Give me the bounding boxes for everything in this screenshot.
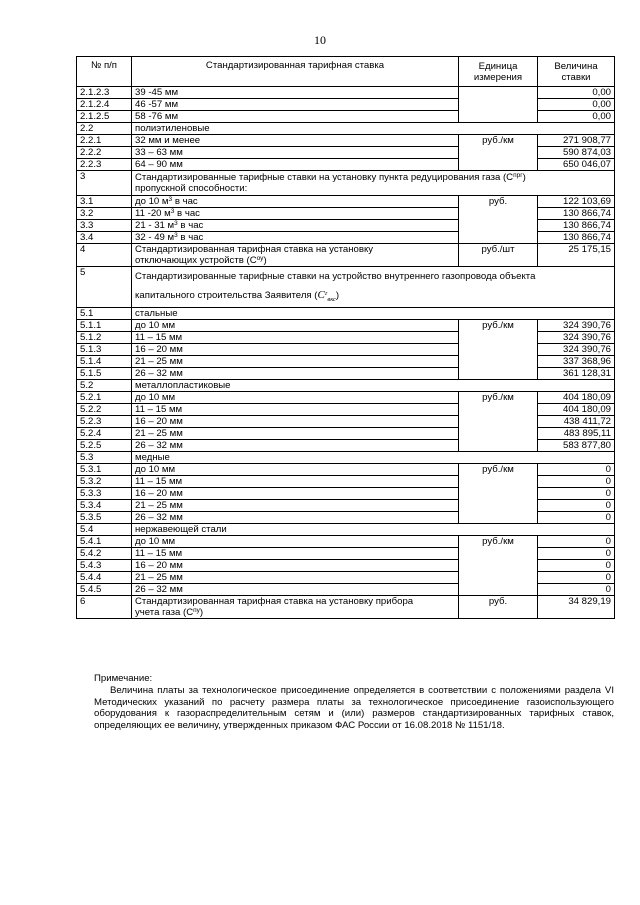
row-num: 2.2.1: [77, 135, 132, 147]
row-value: 438 411,72: [538, 416, 615, 428]
section-title-sup: прг: [513, 172, 523, 179]
row-value: 324 390,76: [538, 320, 615, 332]
row-value: 0,00: [538, 87, 615, 99]
formula-sup: г: [324, 290, 328, 297]
group-num: 5.1: [77, 308, 132, 320]
row-desc: 21 – 25 мм: [132, 428, 459, 440]
header-value: [538, 57, 615, 87]
row-num: 2.1.2.5: [77, 111, 132, 123]
header-rate: Стандартизированная тарифная ставка: [132, 57, 459, 87]
table-row: [77, 244, 615, 267]
row-value: 0: [538, 476, 615, 488]
header-value-line1: Величина: [554, 60, 598, 72]
notes-text: Величина платы за технологическое присоединение определяется в соответствии с положениями раздела VI Методических указаний по расчету размера платы за технологическое присоединение газоиспользующего оборудования к газораспределительным сетям и (или) размеров стандартизированных тарифных ставок, определяющих ее величину, утвержденных приказом ФАС России от 16.08.2018 № 1151/18.: [94, 685, 614, 731]
row-desc: 39 -45 мм: [132, 87, 459, 99]
row-desc-end: в час: [174, 208, 200, 219]
row-value: 0,00: [538, 99, 615, 111]
row-num: 5.2.1: [77, 392, 132, 404]
row-desc: 11 – 15 мм: [132, 548, 459, 560]
row-value: 404 180,09: [538, 404, 615, 416]
row-desc-line1: Стандартизированная тарифная ставка на установку прибора: [135, 596, 414, 608]
row-num: 3.3: [77, 220, 132, 232]
row-num: 5.4.3: [77, 560, 132, 572]
row-num: 5.1.5: [77, 368, 132, 380]
row-desc-line2: отключающих устройств (С: [135, 255, 257, 266]
row-unit: руб./км: [459, 464, 538, 524]
group-num: 5.2: [77, 380, 132, 392]
row-value: 271 908,77: [538, 135, 615, 147]
row-unit: руб./шт: [459, 244, 538, 267]
table-row: [77, 87, 615, 99]
page-number: 10: [314, 33, 326, 47]
group-row: [77, 452, 615, 464]
row-desc-sup: 3: [174, 232, 178, 239]
row-desc: 21 – 25 мм: [132, 572, 459, 584]
notes-title: Примечание:: [94, 673, 153, 684]
row-num: 5.2.2: [77, 404, 132, 416]
row-value: 130 866,74: [538, 232, 615, 244]
row-value: 361 128,31: [538, 368, 615, 380]
row-desc: 33 – 63 мм: [132, 147, 459, 159]
section-title-text: капитального строительства Заявителя (: [135, 290, 318, 301]
section-row: [77, 171, 615, 196]
section-title: полиэтиленовые: [132, 123, 615, 135]
row-value: 324 390,76: [538, 332, 615, 344]
group-title: металлопластиковые: [132, 380, 615, 392]
section-num: 2.2: [77, 123, 132, 135]
row-desc: [132, 208, 459, 220]
row-desc: [132, 596, 459, 619]
table-row: [77, 135, 615, 147]
row-value: 324 390,76: [538, 344, 615, 356]
formula-main: С: [317, 289, 325, 301]
row-num: 5.2.4: [77, 428, 132, 440]
row-value: 0: [538, 488, 615, 500]
row-desc-sup: оу: [256, 255, 264, 262]
section-title: [132, 171, 615, 196]
formula-sub: вкс: [327, 296, 336, 304]
section-num: 3: [77, 171, 132, 196]
section-title-line2: пропускной способности:: [135, 183, 248, 194]
row-value: 0: [538, 584, 615, 596]
section-title: [132, 267, 615, 308]
row-num: 5.1.4: [77, 356, 132, 368]
row-num: 5.3.4: [77, 500, 132, 512]
table-row: [77, 320, 615, 332]
row-unit: руб./км: [459, 135, 538, 171]
header-unit: [459, 57, 538, 87]
row-num: 6: [77, 596, 132, 619]
row-desc: 26 – 32 мм: [132, 512, 459, 524]
table-row: [77, 464, 615, 476]
row-desc: 16 – 20 мм: [132, 344, 459, 356]
row-num: 5.1.2: [77, 332, 132, 344]
row-desc: 16 – 20 мм: [132, 416, 459, 428]
section-title-line2: [135, 290, 339, 305]
row-num: 2.1.2.4: [77, 99, 132, 111]
section-title-end: ): [522, 172, 526, 183]
row-num: 4: [77, 244, 132, 267]
row-value: 0: [538, 548, 615, 560]
row-num: 5.4.2: [77, 548, 132, 560]
header-value-line2: ставки: [561, 71, 591, 83]
row-desc: 21 – 25 мм: [132, 500, 459, 512]
section-row: [77, 123, 615, 135]
row-desc: 11 – 15 мм: [132, 332, 459, 344]
row-desc-sup: 3: [168, 196, 173, 203]
row-desc: 11 – 15 мм: [132, 404, 459, 416]
group-row: [77, 380, 615, 392]
row-value: 337 368,96: [538, 356, 615, 368]
row-desc: 46 -57 мм: [132, 99, 459, 111]
row-num: 5.3.5: [77, 512, 132, 524]
row-num: 5.3.2: [77, 476, 132, 488]
row-desc-sup: 3: [170, 208, 175, 215]
row-num: 3.1: [77, 196, 132, 208]
row-num: 5.1.1: [77, 320, 132, 332]
row-desc-text: 11 -20 м: [135, 208, 171, 219]
group-title: медные: [132, 452, 615, 464]
row-desc-end: в час: [172, 196, 198, 207]
table-body: [77, 87, 615, 619]
row-desc-end: в час: [177, 232, 204, 243]
group-row: [77, 308, 615, 320]
row-value: 0: [538, 536, 615, 548]
section-num: 5: [77, 267, 132, 308]
row-unit: руб./км: [459, 392, 538, 452]
row-desc: 26 – 32 мм: [132, 584, 459, 596]
row-desc: [132, 196, 459, 208]
group-num: 5.4: [77, 524, 132, 536]
formula-c-vks: [317, 289, 336, 304]
table-header-row: [77, 57, 615, 87]
row-value: 583 877,80: [538, 440, 615, 452]
row-value: 404 180,09: [538, 392, 615, 404]
header-unit-line1: Единица: [478, 60, 518, 72]
row-desc-text: 32 - 49 м: [135, 232, 175, 243]
row-num: 3.2: [77, 208, 132, 220]
section-row: [77, 267, 615, 308]
row-num: 2.2.3: [77, 159, 132, 171]
row-num: 2.2.2: [77, 147, 132, 159]
row-desc-end: ): [263, 255, 267, 266]
row-value: 34 829,19: [538, 596, 615, 619]
tariff-table: [76, 56, 615, 619]
table-row: [77, 196, 615, 208]
row-desc: до 10 мм: [132, 464, 459, 476]
table-row: [77, 392, 615, 404]
row-value: 483 895,11: [538, 428, 615, 440]
row-value: 122 103,69: [538, 196, 615, 208]
section-title-text: Стандартизированные тарифные ставки на установку пункта редуцирования газа (С: [135, 172, 514, 183]
row-desc-text: до 10 м: [135, 196, 169, 207]
row-value: 0: [538, 572, 615, 584]
group-row: [77, 524, 615, 536]
row-desc: [132, 220, 459, 232]
row-desc: 64 – 90 мм: [132, 159, 459, 171]
table-row: [77, 536, 615, 548]
row-desc: до 10 мм: [132, 392, 459, 404]
row-num: 3.4: [77, 232, 132, 244]
row-desc: 58 -76 мм: [132, 111, 459, 123]
row-desc: [132, 244, 459, 267]
row-desc: 26 – 32 мм: [132, 368, 459, 380]
row-desc: до 10 мм: [132, 320, 459, 332]
row-desc-end: ): [199, 607, 204, 619]
row-num: 5.4.1: [77, 536, 132, 548]
row-value: 25 175,15: [538, 244, 615, 267]
row-num: 5.3.1: [77, 464, 132, 476]
row-value: 0: [538, 464, 615, 476]
header-unit-line2: измерения: [473, 71, 523, 83]
row-value: 0,00: [538, 111, 615, 123]
row-num: 5.2.5: [77, 440, 132, 452]
row-value: 0: [538, 500, 615, 512]
header-num: № п/п: [77, 57, 132, 87]
row-desc: 11 – 15 мм: [132, 476, 459, 488]
row-desc-end: в час: [177, 220, 204, 231]
row-value: 130 866,74: [538, 220, 615, 232]
table-row: [77, 596, 615, 619]
row-desc: 16 – 20 мм: [132, 560, 459, 572]
group-num: 5.3: [77, 452, 132, 464]
row-num: 5.3.3: [77, 488, 132, 500]
row-desc: 16 – 20 мм: [132, 488, 459, 500]
row-unit: руб./км: [459, 536, 538, 596]
row-num: 5.1.3: [77, 344, 132, 356]
row-unit: руб.: [459, 196, 538, 244]
row-num: 5.4.5: [77, 584, 132, 596]
row-value: 0: [538, 560, 615, 572]
row-desc-sup: 3: [174, 220, 178, 227]
row-unit-empty: [459, 87, 538, 123]
row-unit: руб./км: [459, 320, 538, 380]
row-value: 130 866,74: [538, 208, 615, 220]
row-desc: 32 мм и менее: [132, 135, 459, 147]
group-title: стальные: [132, 308, 615, 320]
row-value: 650 046,07: [538, 159, 615, 171]
row-desc-sup: пу: [193, 607, 200, 615]
row-value: 0: [538, 512, 615, 524]
group-title: нержавеющей стали: [132, 524, 615, 536]
row-unit: руб.: [459, 596, 538, 619]
row-desc: [132, 232, 459, 244]
row-desc-line2: учета газа (С: [135, 607, 194, 619]
row-desc: до 10 мм: [132, 536, 459, 548]
notes-block: [94, 673, 614, 731]
section-title-end: ): [335, 290, 340, 301]
row-num: 5.4.4: [77, 572, 132, 584]
row-value: 590 874,03: [538, 147, 615, 159]
row-num: 5.2.3: [77, 416, 132, 428]
row-num: 2.1.2.3: [77, 87, 132, 99]
row-desc: 21 – 25 мм: [132, 356, 459, 368]
section-title-line1: Стандартизированные тарифные ставки на устройство внутреннего газопровода объекта: [135, 271, 536, 282]
row-desc-text: 21 - 31 м: [135, 220, 175, 231]
row-desc-line1: Стандартизированная тарифная ставка на установку: [135, 244, 374, 255]
row-desc: 26 – 32 мм: [132, 440, 459, 452]
